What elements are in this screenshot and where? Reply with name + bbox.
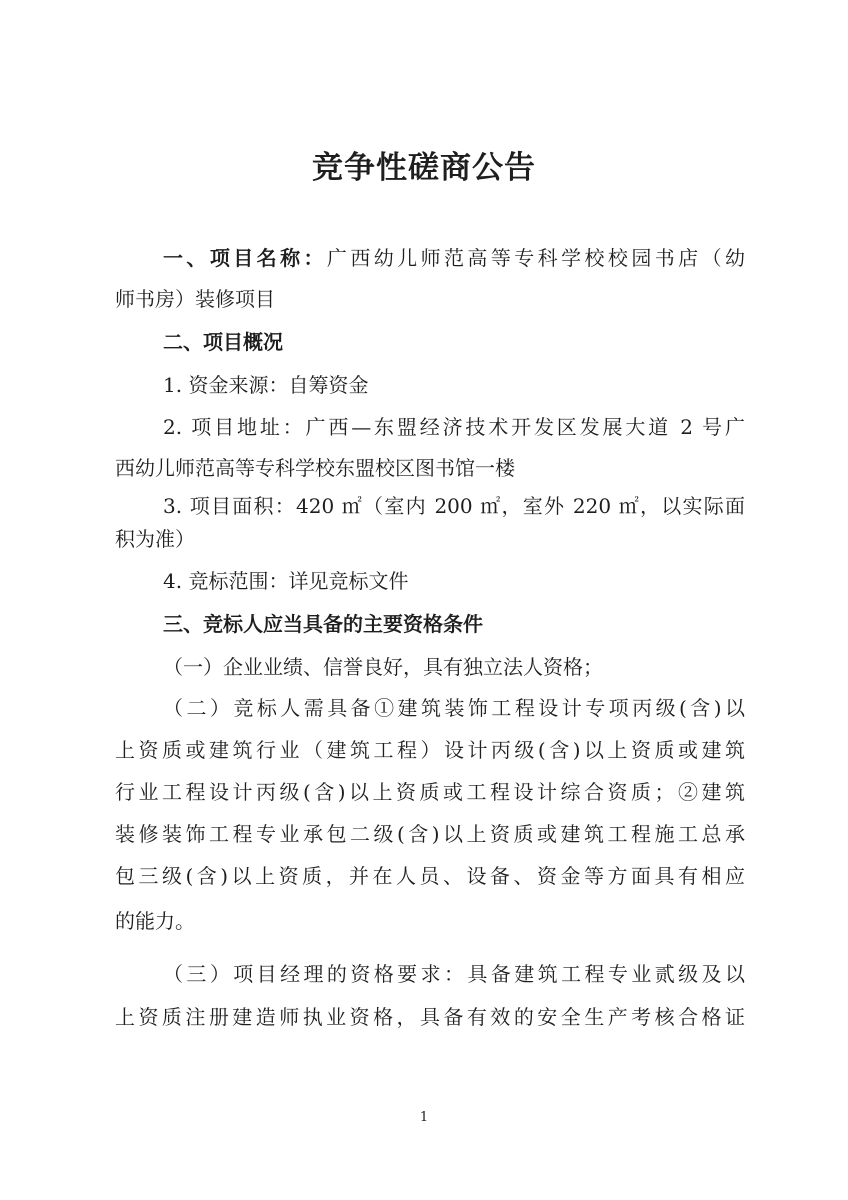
section-3-para-2-line-6: 的能力。 <box>115 909 195 933</box>
page-number: 1 <box>419 1110 429 1125</box>
section-1-text: 广西幼儿师范高等专科学校校园书店（幼 <box>326 246 746 270</box>
section-3-para-1: （一）企业业绩、信誉良好，具有独立法人资格； <box>163 655 603 679</box>
section-2-item-2-line-1: 2. 项目地址：广西—东盟经济技术开发区发展大道 2 号广 <box>163 415 745 439</box>
section-2-heading: 二、项目概况 <box>163 330 283 354</box>
document-title: 竞争性磋商公告 <box>312 150 536 186</box>
section-2-item-2-line-2: 西幼儿师范高等专科学校东盟校区图书馆一楼 <box>115 456 515 480</box>
section-1-label: 一、项目名称： <box>163 246 327 270</box>
section-2-item-3-line-2: 积为准） <box>115 527 195 551</box>
section-2-item-4: 4. 竞标范围：详见竞标文件 <box>163 569 409 593</box>
section-2-item-1: 1. 资金来源：自筹资金 <box>163 373 369 397</box>
section-3-para-3-line-1: （三）项目经理的资格要求：具备建筑工程专业贰级及以 <box>163 962 745 986</box>
section-3-para-2-line-4: 装修装饰工程专业承包二级(含)以上资质或建筑工程施工总承 <box>115 822 745 846</box>
section-3-para-3-line-2: 上资质注册建造师执业资格，具备有效的安全生产考核合格证 <box>115 1005 745 1029</box>
section-3-para-2-line-3: 行业工程设计丙级(含)以上资质或工程设计综合资质；②建筑 <box>115 780 745 804</box>
section-3-heading: 三、竞标人应当具备的主要资格条件 <box>163 612 483 636</box>
section-3-para-2-line-5: 包三级(含)以上资质，并在人员、设备、资金等方面具有相应 <box>115 864 745 888</box>
section-3-para-2-line-2: 上资质或建筑行业（建筑工程）设计丙级(含)以上资质或建筑 <box>115 738 745 762</box>
section-1-line-1 <box>163 243 745 273</box>
section-2-item-3-line-1: 3. 项目面积：420 ㎡（室内 200 ㎡，室外 220 ㎡，以实际面 <box>163 494 745 518</box>
section-1-line-2: 师书房）装修项目 <box>115 287 275 311</box>
section-3-para-2-line-1: （二）竞标人需具备①建筑装饰工程设计专项丙级(含)以 <box>163 696 745 720</box>
